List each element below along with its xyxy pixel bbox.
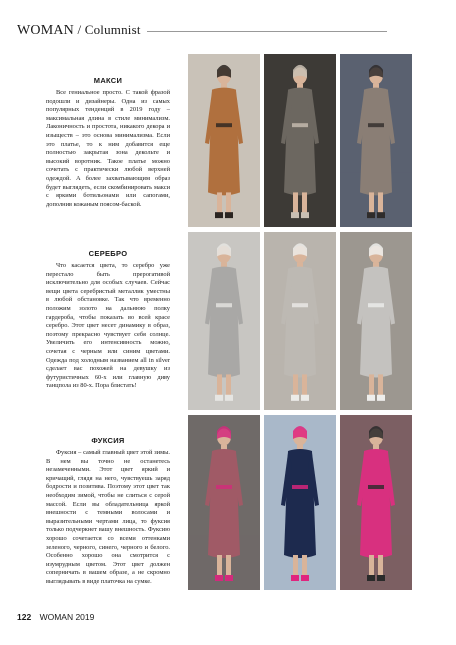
page-header	[17, 22, 387, 39]
section-maxi	[46, 76, 170, 209]
header-rule	[147, 31, 387, 32]
photo-maxi-1	[188, 54, 260, 227]
photo-maxi-2	[264, 54, 336, 227]
section-title: СЕРЕБРО	[88, 249, 128, 258]
photo-silver-3	[340, 232, 412, 410]
section-body: Что касается цвета, то серебро уже перестало быть прерогативой исключительно для особых случаев. Сейчас вещи цвета серебристый металлик уместны в любой обстановке. Так что временно положим золото на дальнюю полку гардероба, чтобы показать во всей красе серебро. Этот цвет несет динамику в образ, поэтому прекрасно чувствует себя солнце. Увеличить его интенсивность можно, сочетая с черным или синим цветами. Одежда под холодным названием all in silver сделает вас похожей на девушку из футуристичных 60-х или главную диву танцпола из 80-х. Пора блистать!	[46, 262, 170, 390]
photo-fuchsia-2	[264, 415, 336, 590]
magazine-brand: WOMAN	[17, 23, 74, 38]
header-section: / Columnist	[74, 22, 141, 37]
section-body: Фуксия – самый главный цвет этой зимы. В нем вы точно не останетесь незамеченными. Этот цвет яркий и кричащий, глядя на него, чувствуешь заряд бодрости и позитива. Поэтому этот цвет так необходим зимой, чтобы не слиться с серой массой. Если вы обладательница яркой внешности с темными волосами и выразительными чертами лица, то фуксия только подчеркнет вашу внешность. Фуксию хорошо сочетается со всеми оттенками зеленого, черного, синего, черного и белого. Особенно хорошо она смотрится с изумрудным цветом. Этот цвет должен соперничать в вашем образе, а не скромно выглядывать в виде платочка на сумке.	[46, 449, 170, 585]
photo-fuchsia-1	[188, 415, 260, 590]
page-number: 122	[17, 612, 32, 622]
photo-fuchsia-3	[340, 415, 412, 590]
section-body: Все гениальное просто. С такой фразой подошли и дизайнеры. Одна из самых популярных тенденций в 2019 году – максимальная длина в стиле минимализм. Лаконичность и простота, никакого декора и изыществ – это основа минимализма. Если это платье, то к ним добавится еще полностью закрытая зона декольте и высокий воротник. Такое платье можно сочетать с практически любой верхней одеждой. А более захватывающим образ будет выглядеть, если скомбинировать макси с яркими ботильонами или сапогами, дополнив кожаным поясом-баской.	[46, 89, 170, 208]
section-title: ФУКСИЯ	[91, 436, 125, 445]
section-fuchsia	[46, 436, 170, 587]
section-title: МАКСИ	[93, 76, 123, 85]
photo-silver-2	[264, 232, 336, 410]
photo-silver-1	[188, 232, 260, 410]
footer-magazine: WOMAN 2019	[39, 612, 95, 622]
photo-maxi-3	[340, 54, 412, 227]
page-footer	[17, 612, 94, 622]
section-silver	[46, 249, 170, 391]
